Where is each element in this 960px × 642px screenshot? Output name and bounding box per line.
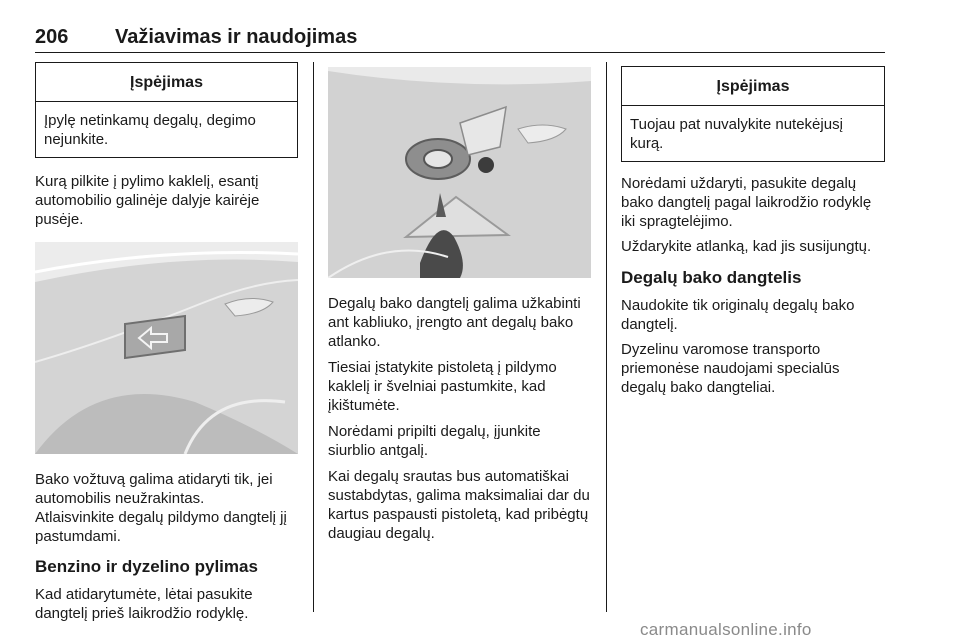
column-divider <box>313 62 314 612</box>
column-2 <box>328 62 591 543</box>
auto-stop-text: Kai degalų srautas bus automatiškai sustabdytas, galima maksimaliai dar du kartus paspausti pistoletą, kad pribėgtų daugiau degalų. <box>328 468 590 542</box>
filler-neck-image <box>328 67 591 278</box>
watermark: carmanualsonline.info <box>640 620 812 639</box>
warning-text: Įpylę netinkamų degalų, degimo nejunkite. <box>44 112 256 148</box>
section-heading: Benzino ir dyzelino pylimas <box>35 557 258 576</box>
fuel-filler-illustration <box>328 67 591 278</box>
warning-box <box>621 66 885 162</box>
fuel-door-illustration <box>35 242 298 454</box>
activate-pump-text: Norėdami pripilti degalų, įjunkite siurblio antgalį. <box>328 423 541 459</box>
section-heading: Degalų bako dangtelis <box>621 268 802 287</box>
car-rear-side-image <box>35 242 298 454</box>
warning-box <box>35 62 298 158</box>
column-divider <box>606 62 607 612</box>
warning-text: Tuojau pat nuvalykite nutekėjusį kurą. <box>630 116 843 152</box>
unlock-note: Bako vožtuvą galima atidaryti tik, jei automobilis neužrakintas. <box>35 471 273 507</box>
chapter-title: Važiavimas ir naudojimas <box>115 26 358 48</box>
diesel-cap-text: Dyzelinu varomose transporto priemonėse naudojami specialūs degalų bako dangteliai. <box>621 341 840 396</box>
original-cap-text: Naudokite tik originalų degalų bako dangtelį. <box>621 297 855 333</box>
column-1 <box>35 62 298 623</box>
page-header <box>35 22 885 53</box>
warning-title: Įspėjimas <box>36 63 297 102</box>
intro-text: Kurą pilkite į pylimo kaklelį, esantį automobilio galinėje dalyje kairėje pusėje. <box>35 173 260 228</box>
column-3 <box>621 62 885 397</box>
page-number: 206 <box>35 26 69 48</box>
warning-title: Įspėjimas <box>622 67 884 106</box>
push-cap-note: Atlaisvinkite degalų pildymo dangtelį jį pastumdami. <box>35 509 287 545</box>
close-flap-text: Uždarykite atlanką, kad jis susijungtų. <box>621 238 872 255</box>
cap-hook-text: Degalų bako dangtelį galima užkabinti ant kabliuko, įrengto ant degalų bako atlanko. <box>328 295 581 350</box>
close-cap-text: Norėdami uždaryti, pasukite degalų bako dangtelį pagal laikrodžio rodyklę iki spragtelėjimo. <box>621 175 872 230</box>
open-instructions: Kad atidarytumėte, lėtai pasukite dangtelį prieš laikrodžio rodyklę. <box>35 586 253 622</box>
insert-nozzle-text: Tiesiai įstatykite pistoletą į pildymo kaklelį ir švelniai pastumkite, kad įkištumėte. <box>328 359 557 414</box>
